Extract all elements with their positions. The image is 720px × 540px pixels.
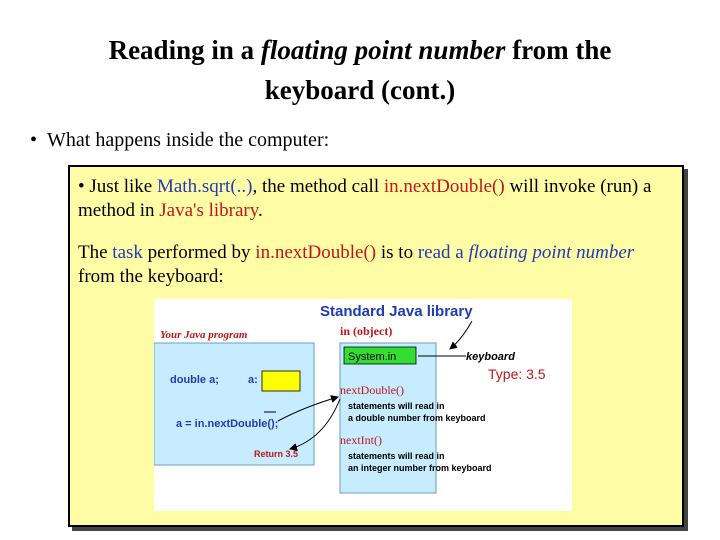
nextdouble-label: nextDouble() — [340, 383, 404, 397]
your-program-label: Your Java program — [160, 329, 248, 341]
bullet-symbol: • — [30, 129, 38, 151]
program-panel — [154, 343, 314, 465]
java-library-diagram — [154, 299, 572, 511]
nd-desc-2: a double number from keyboard — [348, 413, 486, 423]
return-label: Return 3.5 — [254, 449, 299, 459]
in-object-label: in (object) — [340, 324, 393, 338]
explanation-box — [68, 165, 684, 527]
keyboard-arrow — [450, 321, 472, 349]
var-label: a: — [248, 374, 258, 386]
paragraph-2: The task performed by in.nextDouble() is to read a floating point number from the keyboard: — [78, 242, 635, 287]
assign-code: a = in.nextDouble(); — [176, 418, 279, 430]
slide-title — [0, 30, 720, 110]
nextint-label: nextInt() — [340, 433, 382, 447]
keyboard-label: keyboard — [466, 351, 515, 363]
type-label: Type: 3.5 — [488, 366, 546, 382]
diagram-svg — [154, 299, 572, 511]
var-box — [262, 371, 300, 391]
decl-code: double a; — [170, 374, 219, 386]
title-line-2: keyboard (cont.) — [264, 75, 456, 105]
nd-desc-1: statements will read in — [348, 401, 445, 411]
ni-desc-1: statements will read in — [348, 451, 445, 461]
ni-desc-2: an integer number from keyboard — [348, 463, 492, 473]
library-title: Standard Java library — [320, 303, 473, 320]
system-in-label: System.in — [348, 351, 397, 363]
bullet-item — [30, 127, 329, 153]
title-line-1: Reading in a floating point number from the — [108, 35, 612, 65]
paragraph-1: • Just like Math.sqrt(..), the method call in.nextDouble() will invoke (run) a method in Java's library. — [78, 176, 652, 221]
bullet-text: What happens inside the computer: — [47, 129, 330, 151]
